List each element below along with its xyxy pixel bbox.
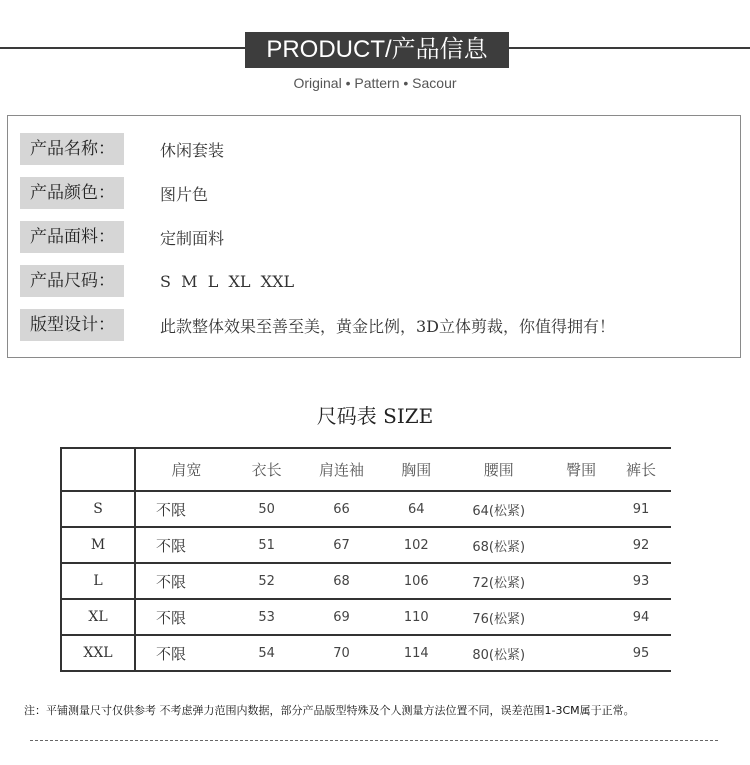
table-cell: 68(松紧) <box>446 527 551 563</box>
size-cell: L <box>61 563 135 599</box>
table-cell <box>551 491 611 527</box>
table-cell: 106 <box>386 563 446 599</box>
info-label: 产品面料： <box>20 221 124 253</box>
table-header-cell: 胸围 <box>386 448 446 491</box>
info-row-size <box>20 265 294 297</box>
header-line-left <box>0 47 245 49</box>
info-value: 此款整体效果至善至美，黄金比例，3D立体剪裁，你值得拥有！ <box>160 316 616 336</box>
table-cell: 54 <box>237 635 297 671</box>
table-header-cell: 肩连袖 <box>297 448 387 491</box>
table-cell: 50 <box>237 491 297 527</box>
table-cell: 不限 <box>135 635 237 671</box>
header-line-right <box>509 47 750 49</box>
table-row <box>61 563 671 599</box>
table-cell: 64(松紧) <box>446 491 551 527</box>
size-cell: XL <box>61 599 135 635</box>
size-chart-title: 尺码表 SIZE <box>316 404 434 428</box>
table-cell: 66 <box>297 491 387 527</box>
table-header-cell: 肩宽 <box>135 448 237 491</box>
table-cell <box>551 635 611 671</box>
table-cell: 95 <box>611 635 671 671</box>
info-row-fabric <box>20 221 224 253</box>
table-cell: 不限 <box>135 527 237 563</box>
info-label: 产品名称： <box>20 133 124 165</box>
info-label: 版型设计： <box>20 309 124 341</box>
info-row-design <box>20 309 615 341</box>
size-cell: XXL <box>61 635 135 671</box>
info-row-name <box>20 133 224 165</box>
table-cell <box>551 527 611 563</box>
table-cell <box>551 599 611 635</box>
section-title: PRODUCT/产品信息 <box>245 32 509 68</box>
info-value: 图片色 <box>160 184 209 204</box>
table-cell: 不限 <box>135 563 237 599</box>
product-info-box <box>7 115 741 358</box>
table-header-cell: 腰围 <box>446 448 551 491</box>
table-cell <box>551 563 611 599</box>
table-cell: 93 <box>611 563 671 599</box>
table-cell: 80(松紧) <box>446 635 551 671</box>
size-cell: M <box>61 527 135 563</box>
table-cell: 52 <box>237 563 297 599</box>
info-row-color <box>20 177 208 209</box>
table-cell: 72(松紧) <box>446 563 551 599</box>
table-header-cell: 衣长 <box>237 448 297 491</box>
table-cell: 70 <box>297 635 387 671</box>
info-label: 产品尺码： <box>20 265 124 297</box>
table-cell: 114 <box>386 635 446 671</box>
dashed-divider <box>30 740 718 741</box>
table-cell: 64 <box>386 491 446 527</box>
size-table <box>60 447 671 672</box>
table-cell: 91 <box>611 491 671 527</box>
info-value: 休闲套装 <box>160 140 225 160</box>
info-value: 定制面料 <box>160 228 225 248</box>
table-row <box>61 635 671 671</box>
table-cell: 102 <box>386 527 446 563</box>
size-cell: S <box>61 491 135 527</box>
measurement-note: 注：平铺测量尺寸仅供参考 不考虑弹力范围内数据，部分产品版型特殊及个人测量方法位置不同，误差范围1-3CM属于正常。 <box>24 704 635 717</box>
section-subtitle: Original • Pattern • Sacour <box>293 75 457 91</box>
table-cell: 不限 <box>135 491 237 527</box>
table-cell: 53 <box>237 599 297 635</box>
table-header-cell <box>61 448 135 491</box>
table-cell: 110 <box>386 599 446 635</box>
table-cell: 69 <box>297 599 387 635</box>
table-header-cell: 裤长 <box>611 448 671 491</box>
table-row <box>61 599 671 635</box>
table-cell: 68 <box>297 563 387 599</box>
table-cell: 51 <box>237 527 297 563</box>
table-cell: 67 <box>297 527 387 563</box>
table-header-cell: 臀围 <box>551 448 611 491</box>
table-header-row <box>61 448 671 491</box>
table-row <box>61 527 671 563</box>
table-cell: 不限 <box>135 599 237 635</box>
info-label: 产品颜色： <box>20 177 124 209</box>
info-value: S M L XL XXL <box>160 271 295 291</box>
table-cell: 76(松紧) <box>446 599 551 635</box>
table-cell: 94 <box>611 599 671 635</box>
table-row <box>61 491 671 527</box>
table-cell: 92 <box>611 527 671 563</box>
